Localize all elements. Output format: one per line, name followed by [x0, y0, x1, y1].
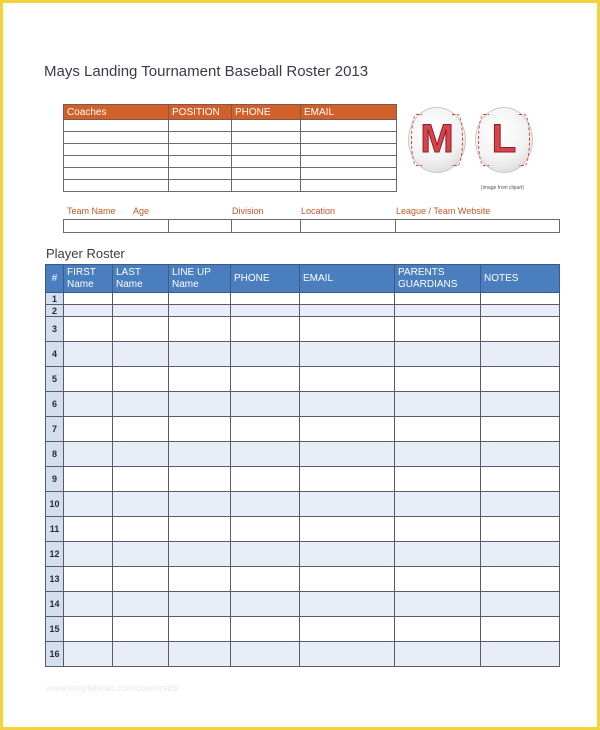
last-name-header: LAST Name [113, 265, 169, 293]
coach-cell[interactable] [64, 156, 169, 168]
row-number: 12 [46, 542, 64, 567]
roster-row [46, 592, 560, 617]
roster-cell[interactable] [231, 617, 300, 642]
roster-cell[interactable] [395, 367, 481, 392]
roster-cell[interactable] [64, 442, 113, 467]
roster-cell[interactable] [64, 592, 113, 617]
roster-cell[interactable] [169, 467, 231, 492]
roster-cell[interactable] [395, 517, 481, 542]
roster-cell[interactable] [169, 417, 231, 442]
roster-cell[interactable] [481, 342, 560, 367]
row-number: 14 [46, 592, 64, 617]
coach-cell[interactable] [64, 120, 169, 132]
roster-cell[interactable] [113, 567, 169, 592]
roster-row [46, 417, 560, 442]
roster-cell[interactable] [113, 517, 169, 542]
roster-cell[interactable] [395, 293, 481, 305]
website-label: League / Team Website [396, 206, 491, 216]
roster-cell[interactable] [395, 417, 481, 442]
roster-cell[interactable] [300, 442, 395, 467]
roster-cell[interactable] [113, 617, 169, 642]
roster-cell[interactable] [300, 317, 395, 342]
roster-row [46, 517, 560, 542]
roster-cell[interactable] [169, 293, 231, 305]
roster-cell[interactable] [231, 317, 300, 342]
roster-cell[interactable] [300, 293, 395, 305]
roster-cell[interactable] [169, 517, 231, 542]
roster-cell[interactable] [113, 467, 169, 492]
roster-cell[interactable] [113, 342, 169, 367]
image-credit: (image from clipart) [481, 185, 525, 191]
coaches-table [63, 104, 397, 192]
roster-cell[interactable] [481, 492, 560, 517]
roster-cell[interactable] [481, 367, 560, 392]
age-field[interactable] [169, 220, 232, 233]
roster-cell[interactable] [113, 542, 169, 567]
roster-cell[interactable] [64, 467, 113, 492]
roster-cell[interactable] [169, 617, 231, 642]
roster-cell[interactable] [231, 567, 300, 592]
coach-cell[interactable] [301, 120, 397, 132]
roster-cell[interactable] [481, 467, 560, 492]
roster-row [46, 293, 560, 305]
roster-cell[interactable] [64, 567, 113, 592]
roster-cell[interactable] [300, 305, 395, 317]
roster-cell[interactable] [64, 392, 113, 417]
roster-cell[interactable] [64, 305, 113, 317]
division-field[interactable] [232, 220, 301, 233]
row-number: 11 [46, 517, 64, 542]
roster-cell[interactable] [231, 305, 300, 317]
roster-cell[interactable] [481, 417, 560, 442]
roster-cell[interactable] [169, 305, 231, 317]
document-page [3, 3, 597, 727]
roster-cell[interactable] [300, 517, 395, 542]
roster-cell[interactable] [64, 642, 113, 667]
coaches-header: Coaches [64, 105, 169, 120]
roster-cell[interactable] [113, 392, 169, 417]
roster-cell[interactable] [113, 293, 169, 305]
roster-cell[interactable] [64, 517, 113, 542]
roster-cell[interactable] [169, 392, 231, 417]
page-title: Mays Landing Tournament Baseball Roster 2013 [44, 63, 369, 80]
roster-cell[interactable] [169, 592, 231, 617]
roster-cell[interactable] [481, 542, 560, 567]
roster-cell[interactable] [231, 293, 300, 305]
roster-cell[interactable] [481, 305, 560, 317]
coach-cell[interactable] [232, 144, 301, 156]
coach-cell[interactable] [64, 144, 169, 156]
coach-row [64, 168, 397, 180]
roster-row [46, 542, 560, 567]
roster-cell[interactable] [231, 392, 300, 417]
roster-cell[interactable] [300, 467, 395, 492]
roster-cell[interactable] [169, 542, 231, 567]
roster-cell[interactable] [231, 442, 300, 467]
row-number: 5 [46, 367, 64, 392]
roster-cell[interactable] [169, 642, 231, 667]
roster-cell[interactable] [300, 392, 395, 417]
coach-row [64, 120, 397, 132]
roster-cell[interactable] [300, 567, 395, 592]
roster-cell[interactable] [300, 492, 395, 517]
coach-cell[interactable] [169, 180, 232, 192]
roster-cell[interactable] [395, 567, 481, 592]
email-header: EMAIL [300, 265, 395, 293]
roster-cell[interactable] [300, 367, 395, 392]
roster-cell[interactable] [64, 542, 113, 567]
team-name-field[interactable] [64, 220, 169, 233]
roster-cell[interactable] [113, 492, 169, 517]
coach-cell[interactable] [169, 144, 232, 156]
roster-cell[interactable] [169, 567, 231, 592]
coach-cell[interactable] [169, 156, 232, 168]
roster-cell[interactable] [481, 293, 560, 305]
roster-cell[interactable] [64, 367, 113, 392]
coach-cell[interactable] [301, 180, 397, 192]
row-number: 16 [46, 642, 64, 667]
logo-letter-m: M [420, 117, 454, 161]
row-number: 4 [46, 342, 64, 367]
roster-cell[interactable] [300, 642, 395, 667]
roster-cell[interactable] [231, 467, 300, 492]
website-field[interactable] [396, 220, 560, 233]
coach-row [64, 132, 397, 144]
coach-row [64, 180, 397, 192]
roster-cell[interactable] [231, 367, 300, 392]
row-number: 7 [46, 417, 64, 442]
roster-cell[interactable] [64, 617, 113, 642]
roster-row [46, 367, 560, 392]
parents-guardians-header: PARENTS GUARDIANS [395, 265, 481, 293]
roster-cell[interactable] [300, 592, 395, 617]
roster-row [46, 567, 560, 592]
position-header: POSITION [169, 105, 232, 120]
logo-ball-m [408, 107, 466, 173]
team-info-fields [63, 219, 560, 233]
roster-cell[interactable] [169, 492, 231, 517]
roster-cell[interactable] [113, 642, 169, 667]
coach-cell[interactable] [64, 168, 169, 180]
coach-cell[interactable] [169, 168, 232, 180]
roster-cell[interactable] [481, 567, 560, 592]
roster-cell[interactable] [395, 492, 481, 517]
roster-cell[interactable] [395, 592, 481, 617]
location-field[interactable] [301, 220, 396, 233]
roster-cell[interactable] [231, 542, 300, 567]
roster-cell[interactable] [481, 592, 560, 617]
roster-cell[interactable] [64, 417, 113, 442]
roster-cell[interactable] [113, 592, 169, 617]
roster-cell[interactable] [64, 317, 113, 342]
roster-row [46, 467, 560, 492]
roster-cell[interactable] [481, 517, 560, 542]
roster-cell[interactable] [395, 467, 481, 492]
roster-cell[interactable] [113, 367, 169, 392]
roster-row [46, 617, 560, 642]
roster-cell[interactable] [113, 417, 169, 442]
roster-cell[interactable] [395, 392, 481, 417]
roster-cell[interactable] [481, 317, 560, 342]
roster-row [46, 442, 560, 467]
roster-cell[interactable] [395, 342, 481, 367]
roster-cell[interactable] [169, 442, 231, 467]
row-number: 2 [46, 305, 64, 317]
roster-cell[interactable] [300, 342, 395, 367]
roster-row [46, 305, 560, 317]
row-number: 9 [46, 467, 64, 492]
roster-cell[interactable] [64, 492, 113, 517]
row-number: 15 [46, 617, 64, 642]
footer-watermark: www.templatelab.com/downloads [46, 683, 180, 693]
logo-letter-l: L [491, 117, 517, 161]
coach-cell[interactable] [232, 132, 301, 144]
roster-cell[interactable] [64, 342, 113, 367]
roster-cell[interactable] [395, 442, 481, 467]
roster-cell[interactable] [231, 492, 300, 517]
roster-cell[interactable] [395, 317, 481, 342]
roster-cell[interactable] [300, 417, 395, 442]
coach-cell[interactable] [232, 168, 301, 180]
player-roster-table [45, 264, 560, 667]
coach-cell[interactable] [64, 180, 169, 192]
coach-cell[interactable] [232, 156, 301, 168]
roster-cell[interactable] [481, 392, 560, 417]
roster-row [46, 317, 560, 342]
team-info-labels [63, 206, 560, 218]
roster-row [46, 342, 560, 367]
roster-cell[interactable] [300, 542, 395, 567]
number-header: # [46, 265, 64, 293]
roster-cell[interactable] [300, 617, 395, 642]
logo-ball-l [475, 107, 533, 173]
roster-cell[interactable] [481, 442, 560, 467]
coach-row [64, 156, 397, 168]
notes-header: NOTES [481, 265, 560, 293]
coach-cell[interactable] [169, 132, 232, 144]
roster-cell[interactable] [231, 642, 300, 667]
location-label: Location [301, 206, 336, 216]
coach-cell[interactable] [301, 132, 397, 144]
roster-cell[interactable] [395, 305, 481, 317]
coach-cell[interactable] [301, 144, 397, 156]
roster-cell[interactable] [231, 417, 300, 442]
roster-row [46, 392, 560, 417]
roster-cell[interactable] [481, 617, 560, 642]
roster-cell[interactable] [169, 367, 231, 392]
coach-cell[interactable] [301, 168, 397, 180]
row-number: 1 [46, 293, 64, 305]
roster-cell[interactable] [395, 542, 481, 567]
coach-cell[interactable] [64, 132, 169, 144]
roster-row [46, 492, 560, 517]
row-number: 8 [46, 442, 64, 467]
roster-cell[interactable] [113, 442, 169, 467]
phone-header: PHONE [232, 105, 301, 120]
team-name-label: Team Name [67, 206, 116, 216]
roster-cell[interactable] [395, 617, 481, 642]
roster-cell[interactable] [231, 517, 300, 542]
row-number: 6 [46, 392, 64, 417]
roster-cell[interactable] [113, 305, 169, 317]
roster-cell[interactable] [169, 317, 231, 342]
roster-cell[interactable] [481, 642, 560, 667]
coach-cell[interactable] [169, 120, 232, 132]
phone-header: PHONE [231, 265, 300, 293]
coach-cell[interactable] [232, 120, 301, 132]
email-header: EMAIL [301, 105, 397, 120]
roster-cell[interactable] [231, 342, 300, 367]
row-number: 13 [46, 567, 64, 592]
row-number: 3 [46, 317, 64, 342]
roster-cell[interactable] [113, 317, 169, 342]
roster-row [46, 642, 560, 667]
age-label: Age [133, 206, 150, 216]
roster-cell[interactable] [64, 293, 113, 305]
coach-row [64, 144, 397, 156]
division-label: Division [232, 206, 264, 216]
row-number: 10 [46, 492, 64, 517]
coach-cell[interactable] [232, 180, 301, 192]
lineup-name-header: LINE UP Name [169, 265, 231, 293]
roster-cell[interactable] [169, 342, 231, 367]
first-name-header: FIRST Name [64, 265, 113, 293]
coach-cell[interactable] [301, 156, 397, 168]
roster-cell[interactable] [395, 642, 481, 667]
roster-cell[interactable] [231, 592, 300, 617]
roster-heading: Player Roster [46, 246, 125, 261]
